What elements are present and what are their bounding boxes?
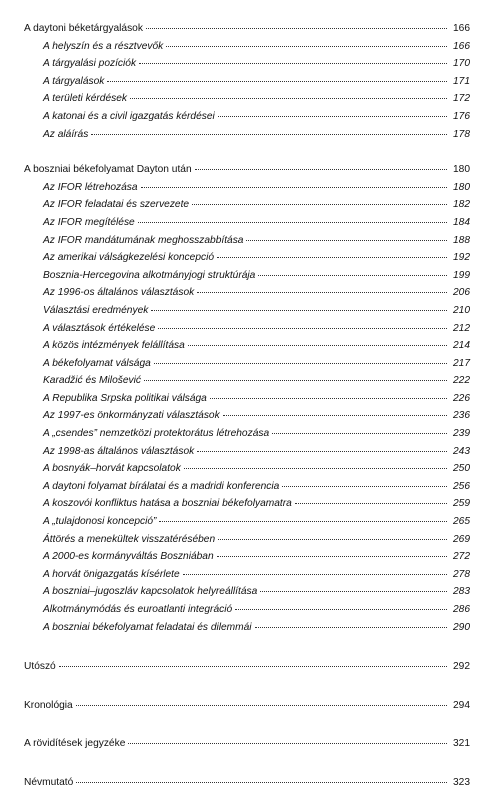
toc-section bbox=[24, 407, 470, 425]
toc-page-number: 278 bbox=[453, 568, 470, 580]
toc-page-number: 321 bbox=[453, 738, 470, 750]
toc-section bbox=[24, 302, 470, 320]
toc-section-title: A közös intézmények felállítása bbox=[43, 340, 185, 352]
toc-chapter bbox=[24, 697, 470, 715]
toc-page-number: 239 bbox=[453, 428, 470, 440]
dot-leader bbox=[246, 240, 447, 241]
toc-section-title: Az 1998-as általános választások bbox=[43, 445, 195, 457]
toc-section-title: A boszniai békefolyamat feladatai és dilemmái bbox=[43, 621, 252, 633]
dot-leader bbox=[139, 63, 447, 64]
toc-page-number: 166 bbox=[453, 40, 470, 52]
toc-chapter-title: A boszniai békefolyamat Dayton után bbox=[24, 164, 192, 176]
dot-leader bbox=[158, 328, 447, 329]
toc-page-number: 259 bbox=[453, 498, 470, 510]
toc-section-title: A választások értékelése bbox=[43, 322, 156, 334]
dot-leader bbox=[218, 539, 447, 540]
toc-section bbox=[24, 460, 470, 478]
toc-page-number: 184 bbox=[453, 216, 470, 228]
toc-page-number: 272 bbox=[453, 551, 470, 563]
dot-leader bbox=[144, 380, 447, 381]
toc-section bbox=[24, 531, 470, 549]
toc-section bbox=[24, 478, 470, 496]
toc-page-number: 269 bbox=[453, 533, 470, 545]
toc-page-number: 199 bbox=[453, 269, 470, 281]
toc-section-title: A Republika Srpska politikai válsága bbox=[43, 392, 207, 404]
toc-page-number: 214 bbox=[453, 340, 470, 352]
dot-leader bbox=[130, 98, 447, 99]
toc-page-number: 192 bbox=[453, 252, 470, 264]
dot-leader bbox=[166, 46, 447, 47]
toc-section bbox=[24, 566, 470, 584]
toc-section bbox=[24, 495, 470, 513]
dot-leader bbox=[272, 433, 447, 434]
dot-leader bbox=[76, 705, 447, 706]
spacer bbox=[24, 753, 470, 774]
toc-section-title: Az aláírás bbox=[43, 128, 89, 140]
toc-section bbox=[24, 548, 470, 566]
toc-section bbox=[24, 320, 470, 338]
toc-page-number: 283 bbox=[453, 586, 470, 598]
toc-section bbox=[24, 126, 470, 144]
toc-page-number: 323 bbox=[453, 776, 470, 788]
dot-leader bbox=[295, 503, 447, 504]
toc-page-number: 170 bbox=[453, 58, 470, 70]
dot-leader bbox=[217, 257, 447, 258]
dot-leader bbox=[76, 782, 447, 783]
toc-section-title: Áttörés a menekültek visszatérésében bbox=[43, 533, 216, 545]
toc-chapter bbox=[24, 161, 470, 179]
toc-chapter bbox=[24, 658, 470, 676]
toc-section bbox=[24, 372, 470, 390]
toc-page-number: 182 bbox=[453, 199, 470, 211]
dot-leader bbox=[282, 486, 447, 487]
toc-page-number: 171 bbox=[453, 75, 470, 87]
toc-section-title: Alkotmánymódás és euroatlanti integráció bbox=[43, 604, 233, 615]
toc-chapter bbox=[24, 20, 470, 38]
toc-chapter bbox=[24, 735, 470, 753]
spacer bbox=[24, 143, 470, 161]
dot-leader bbox=[128, 743, 447, 744]
toc-section bbox=[24, 214, 470, 232]
dot-leader bbox=[107, 81, 447, 82]
toc-section bbox=[24, 55, 470, 73]
toc-chapter-title: Kronológia bbox=[24, 699, 73, 711]
toc-section bbox=[24, 513, 470, 531]
dot-leader bbox=[218, 116, 447, 117]
toc-section-title: A békefolyamat válsága bbox=[43, 357, 151, 369]
dot-leader bbox=[183, 574, 447, 575]
toc-page-number: 226 bbox=[453, 392, 470, 404]
dot-leader bbox=[235, 609, 447, 610]
dot-leader bbox=[159, 521, 447, 522]
toc-page-number: 217 bbox=[453, 357, 470, 369]
toc-section bbox=[24, 108, 470, 126]
dot-leader bbox=[59, 666, 447, 667]
toc-page-number: 292 bbox=[453, 661, 470, 673]
toc-section-title: Az IFOR létrehozása bbox=[43, 181, 138, 193]
toc-section bbox=[24, 583, 470, 601]
toc-page-number: 178 bbox=[453, 128, 470, 140]
toc-chapter-title: Névmutató bbox=[24, 776, 74, 788]
toc-page-number: 265 bbox=[453, 516, 470, 528]
toc-page-number: 290 bbox=[453, 621, 470, 633]
dot-leader bbox=[258, 275, 447, 276]
dot-leader bbox=[210, 398, 447, 399]
toc-section bbox=[24, 249, 470, 267]
toc-page-number: 294 bbox=[453, 699, 470, 711]
toc-section-title: A daytoni folyamat bírálatai és a madridi konferencia bbox=[43, 480, 280, 492]
toc-section bbox=[24, 337, 470, 355]
dot-leader bbox=[91, 134, 447, 135]
spacer bbox=[24, 676, 470, 697]
toc-section-title: A tárgyalási pozíciók bbox=[43, 58, 137, 70]
toc-section-title: Az IFOR mandátumának meghosszabbítása bbox=[43, 234, 244, 246]
toc-section bbox=[24, 232, 470, 250]
toc-section bbox=[24, 355, 470, 373]
dot-leader bbox=[217, 556, 447, 557]
toc-page-number: 256 bbox=[453, 480, 470, 492]
toc-page-number: 172 bbox=[453, 93, 470, 105]
toc-section-title: Az 1997-es önkormányzati választások bbox=[43, 410, 220, 422]
dot-leader bbox=[197, 292, 447, 293]
toc-section-title: A horvát önigazgatás kísérlete bbox=[43, 568, 180, 580]
toc-page-number: 286 bbox=[453, 604, 470, 615]
toc-section-title: A katonai és a civil igazgatás kérdései bbox=[43, 110, 215, 122]
toc-section-title: A boszniai–jugoszláv kapcsolatok helyreállítása bbox=[43, 586, 258, 598]
toc-page-number: 222 bbox=[453, 375, 470, 387]
toc-page-number: 180 bbox=[453, 164, 470, 176]
toc-page-number: 236 bbox=[453, 410, 470, 422]
dot-leader bbox=[141, 187, 447, 188]
dot-leader bbox=[151, 310, 447, 311]
toc-section bbox=[24, 38, 470, 56]
dot-leader bbox=[260, 591, 447, 592]
toc-page-number: 206 bbox=[453, 287, 470, 299]
toc-page-number: 176 bbox=[453, 110, 470, 122]
toc-section bbox=[24, 196, 470, 214]
toc-section bbox=[24, 73, 470, 91]
dot-leader bbox=[138, 222, 447, 223]
toc-section bbox=[24, 601, 470, 619]
toc-section-title: A bosnyák–horvát kapcsolatok bbox=[43, 463, 181, 475]
toc-section bbox=[24, 443, 470, 461]
toc-section-title: A 2000-es kormányváltás Boszniában bbox=[43, 551, 214, 563]
spacer bbox=[24, 714, 470, 735]
toc-section-title: Bosznia-Hercegovina alkotmányjogi struktúrája bbox=[43, 269, 256, 281]
dot-leader bbox=[146, 28, 447, 29]
toc-section-title: A területi kérdések bbox=[43, 93, 127, 105]
toc-page-number: 243 bbox=[453, 445, 470, 457]
toc-page-number: 212 bbox=[453, 322, 470, 334]
table-of-contents bbox=[24, 20, 470, 792]
toc-section-title: Az amerikai válságkezelési koncepció bbox=[43, 252, 215, 264]
toc-section bbox=[24, 90, 470, 108]
dot-leader bbox=[255, 627, 447, 628]
toc-section bbox=[24, 619, 470, 637]
toc-section-title: A „csendes” nemzetközi protektorátus létrehozása bbox=[43, 428, 270, 440]
toc-section-title: A koszovói konfliktus hatása a boszniai békefolyamatra bbox=[43, 498, 292, 510]
toc-section bbox=[24, 284, 470, 302]
toc-section-title: A „tulajdonosi koncepció” bbox=[43, 516, 157, 528]
toc-section-title: A helyszín és a résztvevők bbox=[43, 40, 164, 52]
toc-section bbox=[24, 179, 470, 197]
dot-leader bbox=[195, 169, 447, 170]
toc-chapter-title: Utószó bbox=[24, 661, 56, 673]
dot-leader bbox=[192, 204, 447, 205]
toc-section bbox=[24, 390, 470, 408]
dot-leader bbox=[184, 468, 447, 469]
toc-page-number: 210 bbox=[453, 304, 470, 316]
toc-section bbox=[24, 267, 470, 285]
toc-page-number: 166 bbox=[453, 23, 470, 34]
toc-chapter bbox=[24, 774, 470, 792]
toc-section bbox=[24, 425, 470, 443]
dot-leader bbox=[197, 451, 447, 452]
toc-page-number: 250 bbox=[453, 463, 470, 475]
toc-section-title: Az IFOR megítélése bbox=[43, 216, 135, 228]
dot-leader bbox=[223, 415, 447, 416]
dot-leader bbox=[188, 345, 447, 346]
dot-leader bbox=[154, 363, 447, 364]
toc-section-title: Az IFOR feladatai és szervezete bbox=[43, 199, 190, 211]
toc-page-number: 188 bbox=[453, 234, 470, 246]
spacer bbox=[24, 636, 470, 658]
toc-section-title: Az 1996-os általános választások bbox=[43, 287, 195, 299]
toc-chapter-title: A daytoni béketárgyalások bbox=[24, 23, 143, 34]
toc-chapter-title: A rövidítések jegyzéke bbox=[24, 738, 126, 750]
toc-section-title: Választási eredmények bbox=[43, 304, 149, 316]
toc-page-number: 180 bbox=[453, 181, 470, 193]
toc-section-title: A tárgyalások bbox=[43, 75, 105, 87]
toc-section-title: Karadžić és Milošević bbox=[43, 375, 141, 387]
